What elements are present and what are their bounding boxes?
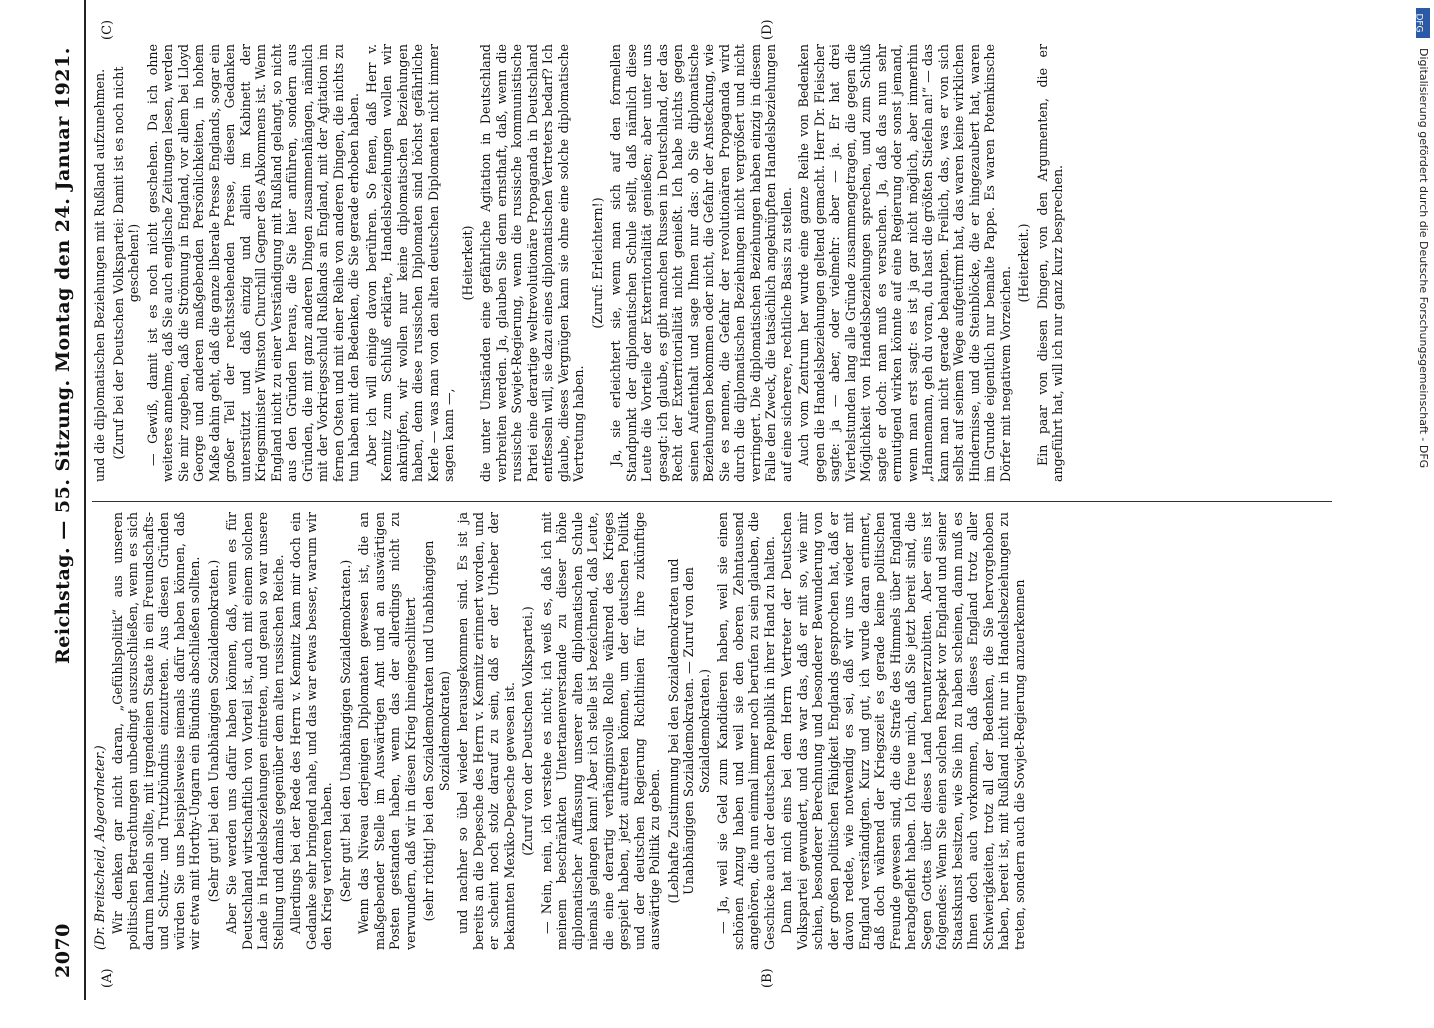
paragraph: Allerdings bei der Rede des Herrn v. Kemnitz kam mir doch ein Gedanke sehr bringend nahe, und das war etwas besser, warum wir den Krieg verloren haben. — [288, 512, 334, 950]
session-date: Montag den 24. Januar 1921. — [52, 47, 74, 372]
margin-marker-b: (B) — [760, 968, 775, 988]
paragraph: Wir denken gar nicht daran, „Gefühlspolitik“ aus unseren politischen Betrachtungen unbedingt auszuschließen, wenn es sich darum handeln sollte, mit irgendeinen Staate in ein Freundschafts- und Schutz- und Trutzbündnis einzutreten. Aus diesen Gründen würden Sie uns beispielsweise niemals dafür haben können, daß wir etwa mit Horthy-Ungarn ein Bündnis abschließen sollten. — [109, 512, 202, 950]
paragraph: Aber ich will einige davon berühren. So fenen, daß Herr v. Kemnitz zum Schluß erklärte, Handelsbeziehungen wollen wir anknüpfen, wir wollen nur keine diplomatischen Beziehungen haben, denn diese russischen Diplomaten sind höchst gefährliche Kerle — was man von den alten deutschen Diplomaten nicht immer sagen kann —, — [363, 44, 456, 482]
margin-marker-d: (D) — [760, 19, 775, 40]
digitization-credit — [1414, 8, 1432, 988]
credit-text: Digitalisierung gefördert durch die Deutsche Forschungsgemeinschaft - DFG — [1417, 48, 1430, 469]
interjection: (Heiterkeit) — [459, 225, 475, 301]
speaker-line: (Dr. Breitscheid, Abgeordneter.) — [92, 745, 107, 950]
interjection: (Sehr gut! bei den Unabhängigen Sozialdemokraten.) — [205, 559, 221, 903]
page-number: 2070 — [52, 923, 74, 978]
interjection: (Zuruf von der Deutschen Volkspartei.) — [520, 606, 535, 856]
left-column — [92, 512, 1332, 950]
interjection: (Zuruf bei der Deutschen Volkspartei: Damit ist es noch nicht geschehen!) — [110, 66, 141, 460]
paragraph: — Ja, weil sie Geld zum Kandidieren haben, weil sie einen schönen Anzug haben und weil sie den oberen Zehntausend angehören, die nun einmal immer noch berufen zu sein glauben, die Geschicke auch der deutschen Republik in ihrer Hand zu halten. — [715, 512, 777, 950]
paragraph: und die diplomatischen Beziehungen mit Rußland aufzunehmen. — [92, 68, 107, 482]
interjection: (Lebhafte Zustimmung bei den Sozialdemokraten und Unabhängigen Sozialdemokraten. — Zuruf von den Sozialdemokraten.) — [665, 558, 712, 904]
margin-marker-a: (A) — [100, 968, 115, 988]
session-title: Reichstag. — 55. Sitzung. — [52, 379, 74, 664]
paragraph: Dann hat mich eins bei dem Herrn Vertreter der Deutschen Volkspartei gewundert, und das war das, daß er mit so, wie mir schien, besonderer Berechnung und besonderer Bewunderung von der großen politischen Fähigkeit Englands gesprochen hat, daß er davon redete, wie notwendig es sei, daß wir uns wieder mit England verständigten. Kurz und gut, ich wurde daran erinnert, daß doch während der Kriegszeit es gerade keine politischen Freunde gewesen sind, die die Strafe des Himmels über England herabgefleht haben. Ich freue mich, daß Sie jetzt bereit sind, die Segen Gottes über dieses Land herunterzubitten. Aber eins ist folgendes: Wenn Sie einen solchen Respekt vor England und seiner Staatskunst besitzen, wie Sie ihn zu haben scheinen, dann muß es Ihnen doch auch vorkommen, daß dieses England trotz aller Schwierigkeiten, trotz all der Bedenken, die Sie hervorgehoben haben, bereit ist, mit Rußland nicht nur in Handelsbeziehungen zu treten, sondern auch die Sowjet-Regierung anzuerkennen — [779, 512, 1027, 950]
paragraph: — Nein, nein, ich verstehe es nicht; ich weiß es, daß ich mit meinem beschränkten Untertanenverstande zu dieser höhe diplomatischer Auffassung unserer alten diplomatischen Schule niemals gelangen kann! Aber ich stelle ist bezeichnend, daß Leute, die eine derartig verhängnisvolle Rolle während des Krieges gespielt haben, jetzt auftreten können, um der deutschen Politik und der deutschen Regierung Richtlinien für ihre zukünftige auswärtige Politik zu geben. — [538, 512, 662, 950]
interjection: (Sehr gut! bei den Unabhängigen Sozialdemokraten.) — [337, 559, 353, 903]
interjection: (sehr richtig! bei den Sozialdemokraten und Unabhängigen Sozialdemokraten) — [421, 540, 452, 922]
paragraph: Wenn das Niveau derjenigen Diplomaten gewesen ist, die an maßgebender Stelle im Auswärtigen Amt und an auswärtigen Posten gestanden haben, wenn das der allerdings nicht zu verwundern, daß wir in diesen Krieg hineingeschlittert — [356, 512, 418, 950]
interjection: (Heiterkeit.) — [1016, 223, 1031, 303]
right-column — [92, 44, 1332, 482]
dfg-logo-text: DFG — [1413, 13, 1424, 33]
column-divider — [92, 501, 1332, 502]
paragraph: Aber Sie werden uns dafür haben können, daß, wenn es für Deutschland wirtschaftlich von Vorteil ist, auch mit einem solchen Lande in Handelsbeziehungen eintreten, und genau so war unsere Stellung und damals gegenüber dem alten russischen Reiche. — [224, 512, 286, 950]
margin-marker-c: (C) — [100, 19, 115, 40]
page-header — [40, 0, 86, 1000]
paragraph: und nachher so übel wieder herausgekommen sind. Es ist ja bereits an die Depesche des Herrn v. Kemnitz erinnert worden, und er scheint noch stolz darauf zu sein, daß er der Urheber der bekannten Mexiko-Depesche gewesen ist. — [455, 512, 517, 950]
interjection: (Zuruf: Erleichtern!) — [589, 197, 605, 329]
paragraph: Auch vom Zentrum her wurde eine ganze Reihe von Bedenken gegen die Handelsbeziehungen geltend gemacht. Herr Dr. Fleischer sagte: ja — aber, oder vielmehr: aber — ja. Er hat drei Viertelstunden lang alle Gründe zusammengetragen, die gegen die Möglichkeit von Handelsbeziehungen sprechen, und zum Schluß sagte er doch: man muß es versuchen. Ja, daß das nun sehr ermutigend wirken könnte auf eine Regierung oder sonst jemand, wenn man erst sagt: es ist ja gar nicht möglich, aber immerhin „Hannemann, geh du voran, du hast die größten Stiefeln an!“ — das kann man nicht gerade behaupten. Freilich, das, was er von sich selbst auf seinem Wege aufgetürmt hat, das waren keine wirklichen Hindernisse, und die Steinblöcke, die er hingezaubert hat, waren im Grunde eigentlich nur bemalte Pappe. Es waren Potemkinsche Dörfer mit negativem Vorzeichen. — [796, 44, 1013, 482]
paragraph: die unter Umständen eine gefährliche Agitation in Deutschland verbreiten werden. Ja, glauben Sie denn ernsthaft, daß, wenn die russische Sowjet-Regierung, wenn die russische kommunistische Partei eine derartige weltrevolutionäre Propaganda in Deutschland entfesseln will, sie dazu eines diplomatischen Vertreters bedarf? Ich glaube, dieses Vergnügen kann sie ohne eine solche diplomatische Vertretung haben. — [478, 44, 586, 482]
paragraph: Ja, sie erleichtert sie, wenn man sich auf den formellen Standpunkt der diplomatischen Schule stellt, daß nämlich diese Leute die Vorteile der Exterritorialität genießen; aber unter uns gesagt: ich glaube, es gibt manchen Russen in Deutschland, der das Recht der Exterritorialität nicht genießt. Ich habe nichts gegen seinen Aufenthalt und sage Ihnen nur das: ob Sie diplomatische Beziehungen bekommen oder nicht, die Gefahr der Ansteckung, wie Sie es nennen, die Gefahr der revolutionären Propaganda wird durch die diplomatischen Beziehungen nicht vergrößert und nicht verringert. Die diplomatischen Beziehungen haben einzig in diesem Falle den Zweck, die tatsächlich angeknüpften Handelsbeziehungen auf eine sicherere, rechtliche Basis zu stellen. — [608, 44, 794, 482]
paragraph: Ein paar von diesen Dingen, von den Argumenten, die er angeführt hat, will ich nur ganz kurz besprechen. — [1034, 44, 1065, 482]
paragraph: — Gewiß, damit ist es noch nicht geschehen. Da ich ohne weiteres annehme, daß Sie auch englische Zeitungen lesen, werden Sie mir zugeben, daß die Strömung in England, vor allem bei Lloyd George und anderen maßgebenden Persönlichkeiten, in hohem Maße dahin geht, daß die ganze liberale Presse Englands, sogar ein großer Teil der rechtsstehenden Presse, diesen Gedanken unterstützt und daß einzig und allein im Kabinett der Kriegsminister Winston Churchill Gegner des Abkommens ist. Wenn England nicht zu einer Verständigung mit Rußland gelangt, so nicht aus den Gründen heraus, die Sie hier anführen, sondern aus Gründen, die mit ganz anderen Dingen zusammenhängen, nämlich mit der Vorkriegsschuld Rußlands an England, mit der Agitation im fernen Osten und mit einer Reihe von anderen Dingen, die nichts zu tun haben mit den Bedenken, die Sie gerade erhoben haben. — [144, 44, 361, 482]
